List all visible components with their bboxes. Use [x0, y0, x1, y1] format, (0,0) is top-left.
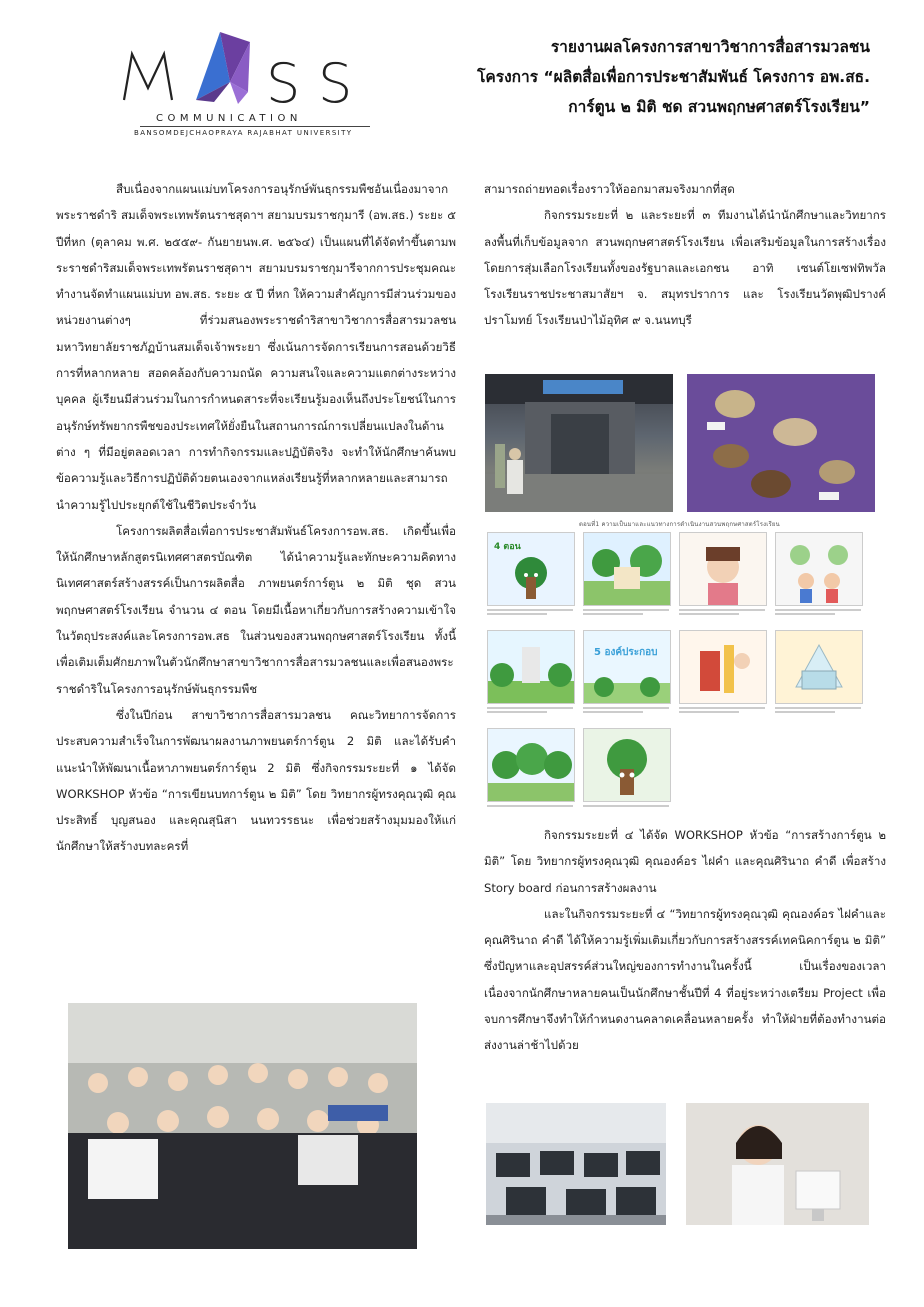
- storyboard-frame-5: [487, 630, 575, 704]
- photo-workshop-group: [68, 1003, 417, 1249]
- storyboard-frame-8: [775, 630, 863, 704]
- storyboard-notes-7: [679, 705, 765, 721]
- svg-text:S: S: [318, 52, 353, 115]
- storyboard-frame-1: [487, 532, 575, 606]
- storyboard-frame-10: [583, 728, 671, 802]
- paragraph-project: โครงการผลิตสื่อเพื่อการประชาสัมพันธ์โครงการอพ.สธ. เกิดขึ้นเพื่อให้นักศึกษาหลักสูตรนิเทศศาสตรบัณฑิต ได้นำความรู้และทักษะความคิดทางนิเทศศาสตร์สร้างสรรค์เป็นการผลิตสื่อ ภาพยนตร์การ์ตูน ๒ มิติ ชุด สวนพฤกษศาสตร์โรงเรียน จำนวน ๔ ตอน โดยมีเนื้อหาเกี่ยวกับการสร้างความเข้าใจในวัตถุประสงค์และโครงการอพ.สธ ในส่วนของสวนพฤกษศาสตร์โรงเรียน ทั้งนี้เพื่อเติมเต็มศักยภาพในตัวนักศึกษาสาขาวิชาการสื่อสารมวลชนและเพื่อสนองพระราชดำริในโครงการอนุรักษ์พันธุกรรมพืช: [56, 523, 456, 696]
- logo-graphic: [118, 22, 378, 142]
- logo-subtitle: COMMUNICATION: [156, 113, 302, 124]
- title-line-2: โครงการ “ผลิตสื่อเพื่อการประชาสัมพันธ์ โครงการ อพ.สธ.: [477, 68, 870, 86]
- storyboard-frame-7: [679, 630, 767, 704]
- mass-communication-logo: [118, 22, 378, 142]
- storyboard-episodes-label: 4 ตอน: [494, 542, 521, 552]
- photo-computer-lab: [486, 1103, 666, 1225]
- left-column-text: [56, 176, 456, 860]
- paragraph-phase-1: ซึ่งในปีก่อน สาขาวิชาการสื่อสารมวลชน คณะวิทยาการจัดการ ประสบความสำเร็จในการพัฒนาผลงานภาพยนตร์การ์ตูน 2 มิติ และได้รับคำแนะนำให้พัฒนาเนื้อหาภาพยนตร์การ์ตูน 2 มิติ ซึ่งกิจกรรมระยะที่ ๑ ได้จัด WORKSHOP หัวข้อ “การเขียนบทการ์ตูน ๒ มิติ” โดย วิทยากรผู้ทรงคุณวุฒิ คุณประสิทธิ์ บุญสนอง และคุณสุนิสา นนทวรรธนะ เพื่อช่วยสร้างมุมมองให้แก่นักศึกษาให้สร้างบทละครที่: [56, 707, 456, 854]
- right-column-top-text: [484, 176, 886, 334]
- storyboard-frame-2: [583, 532, 671, 606]
- storyboard-frame-9: [487, 728, 575, 802]
- storyboard-frame-4: [775, 532, 863, 606]
- storyboard-caption: ตอนที่1 ความเป็นมาและแนวทางการดำเนินงานสวนพฤกษศาสตร์โรงเรียน: [579, 521, 780, 528]
- storyboard-grid: [487, 532, 877, 810]
- photo-seed-specimens: [687, 374, 875, 512]
- storyboard-notes-8: [775, 705, 861, 721]
- paragraph-phase-4-workshop: กิจกรรมระยะที่ ๔ ได้จัด WORKSHOP หัวข้อ “การสร้างการ์ตูน ๒ มิติ” โดย วิทยากรผู้ทรงคุณวุฒิ คุณองค์อร ไฝคำ และคุณศิรินาถ คำดี เพื่อสร้าง Story board ก่อนการสร้างผลงาน: [484, 828, 886, 895]
- right-column-bottom-text: [484, 822, 886, 1059]
- report-title: [440, 32, 870, 122]
- storyboard-notes-1: [487, 607, 573, 623]
- storyboard-notes-4: [775, 607, 861, 623]
- storyboard-frame-3: [679, 532, 767, 606]
- paragraph-background: สืบเนื่องจากแผนแม่บทโครงการอนุรักษ์พันธุกรรมพืชอันเนื่องมาจากพระราชดำริ สมเด็จพระเทพรัตนราชสุดาฯ สยามบรมราชกุมารี (อพ.สธ.) ระยะ ๕ ปีที่หก (ตุลาคม พ.ศ. ๒๕๕๙- กันยายนพ.ศ. ๒๕๖๔) เป็นแผนที่ได้จัดทำขึ้นตามพระราชดำริสมเด็จพระเทพรัตนราชสุดาฯ สยามบรมราชกุมารีจากการประชุมคณะทำงานจัดทำแผนแม่บท อพ.สธ. ระยะ ๕ ปี ที่หก ให้ความสำคัญการมีส่วนร่วมของหน่วยงานต่างๆ ที่ร่วมสนองพระราชดำริสาขาวิชาการสื่อสารมวลชน มหาวิทยาลัยราชภัฏบ้านสมเด็จเจ้าพระยา ซึ่งเน้นการจัดการเรียนการสอนด้วยวิธีการที่หลากหลาย สอดคล้องกับความถนัด ความสนใจและความแตกต่างระหว่างบุคคล ผู้เรียนมีส่วนร่วมในการกำหนดสาระที่จะเรียนรู้มองเห็นถึงประโยชน์ในการอนุรักษ์ทรัพยากรพืชของประเทศให้ยั่งยืนในสถานการณ์การเปลี่ยนแปลงในด้านต่าง ๆ ที่มีอยู่ตลอดเวลา การทำกิจกรรมและปฏิบัติจริง จะทำให้นักศึกษาค้นพบข้อความรู้และวิธีการปฏิบัติด้วยตนเองจากแหล่งเรียนรู้ที่หลากหลายและสามารถนำความรู้ไปประยุกต์ใช้ในชีวิตประจำวัน: [56, 182, 456, 512]
- paragraph-continuation: สามารถถ่ายทอดเรื่องราวให้ออกมาสมจริงมากที่สุด: [484, 182, 735, 196]
- storyboard-notes-3: [679, 607, 765, 623]
- storyboard-components-label: 5 องค์ประกอบ: [594, 647, 658, 658]
- storyboard-notes-6: [583, 705, 669, 721]
- storyboard-notes-2: [583, 607, 669, 623]
- storyboard-notes-5: [487, 705, 573, 721]
- logo-divider: [140, 126, 370, 127]
- photo-school-garden-entrance: [485, 374, 673, 512]
- logo-institution: BANSOMDEJCHAOPRAYA RAJABHAT UNIVERSITY: [134, 129, 353, 137]
- paragraph-phase-4-problems: และในกิจกรรมระยะที่ ๔ “วิทยากรผู้ทรงคุณวุฒิ คุณองค์อร ไฝคำและคุณศิรินาถ คำดี ได้ให้ความรู้เพิ่มเติมเกี่ยวกับการสร้างสรรค์เทคนิคการ์ตูน ๒ มิติ” ซึ่งปัญหาและอุปสรรค์ส่วนใหญ่ของการทำงานในครั้งนี้ เป็นเรื่องของเวลา เนื่องจากนักศึกษาหลายคนเป็นนักศึกษาชั้นปีที่ 4 ที่อยู่ระหว่างเตรียม Project เพื่อจบการศึกษาจึงทำให้กำหนดงานคลาดเคลื่อนหลายครั้ง ทำให้ฝ่ายที่ต้องทำงานต่อส่งงานล่าช้าไปด้วย: [484, 906, 886, 1053]
- storyboard-frame-6: [583, 630, 671, 704]
- photo-speaker: [686, 1103, 869, 1225]
- paragraph-phase-2-3: กิจกรรมระยะที่ ๒ และระยะที่ ๓ ทีมงานได้นำนักศึกษาและวิทยากรลงพื้นที่เก็บข้อมูลจาก สวนพฤกษศาสตร์โรงเรียน เพื่อเสริมข้อมูลในการสร้างเรื่อง โดยการสุ่มเลือกโรงเรียนทั้งของรัฐบาลและเอกชน อาทิ เซนต์โยเซฟทิพวัล โรงเรียนราชประชาสมาสัยฯ จ. สมุทรปราการ และ โรงเรียนวัดพุฒิปรางค์ปราโมทย์ โรงเรียนป่าไม้อุทิศ ๙ จ.นนทบุรี: [484, 208, 886, 328]
- title-line-3: การ์ตูน ๒ มิติ ชด สวนพฤกษศาสตร์โรงเรียน”: [568, 98, 870, 116]
- svg-text:S: S: [266, 52, 301, 115]
- storyboard-notes-9: [487, 803, 573, 819]
- title-line-1: รายงานผลโครงการสาขาวิชาการสื่อสารมวลชน: [550, 38, 870, 56]
- storyboard-notes-10: [583, 803, 669, 819]
